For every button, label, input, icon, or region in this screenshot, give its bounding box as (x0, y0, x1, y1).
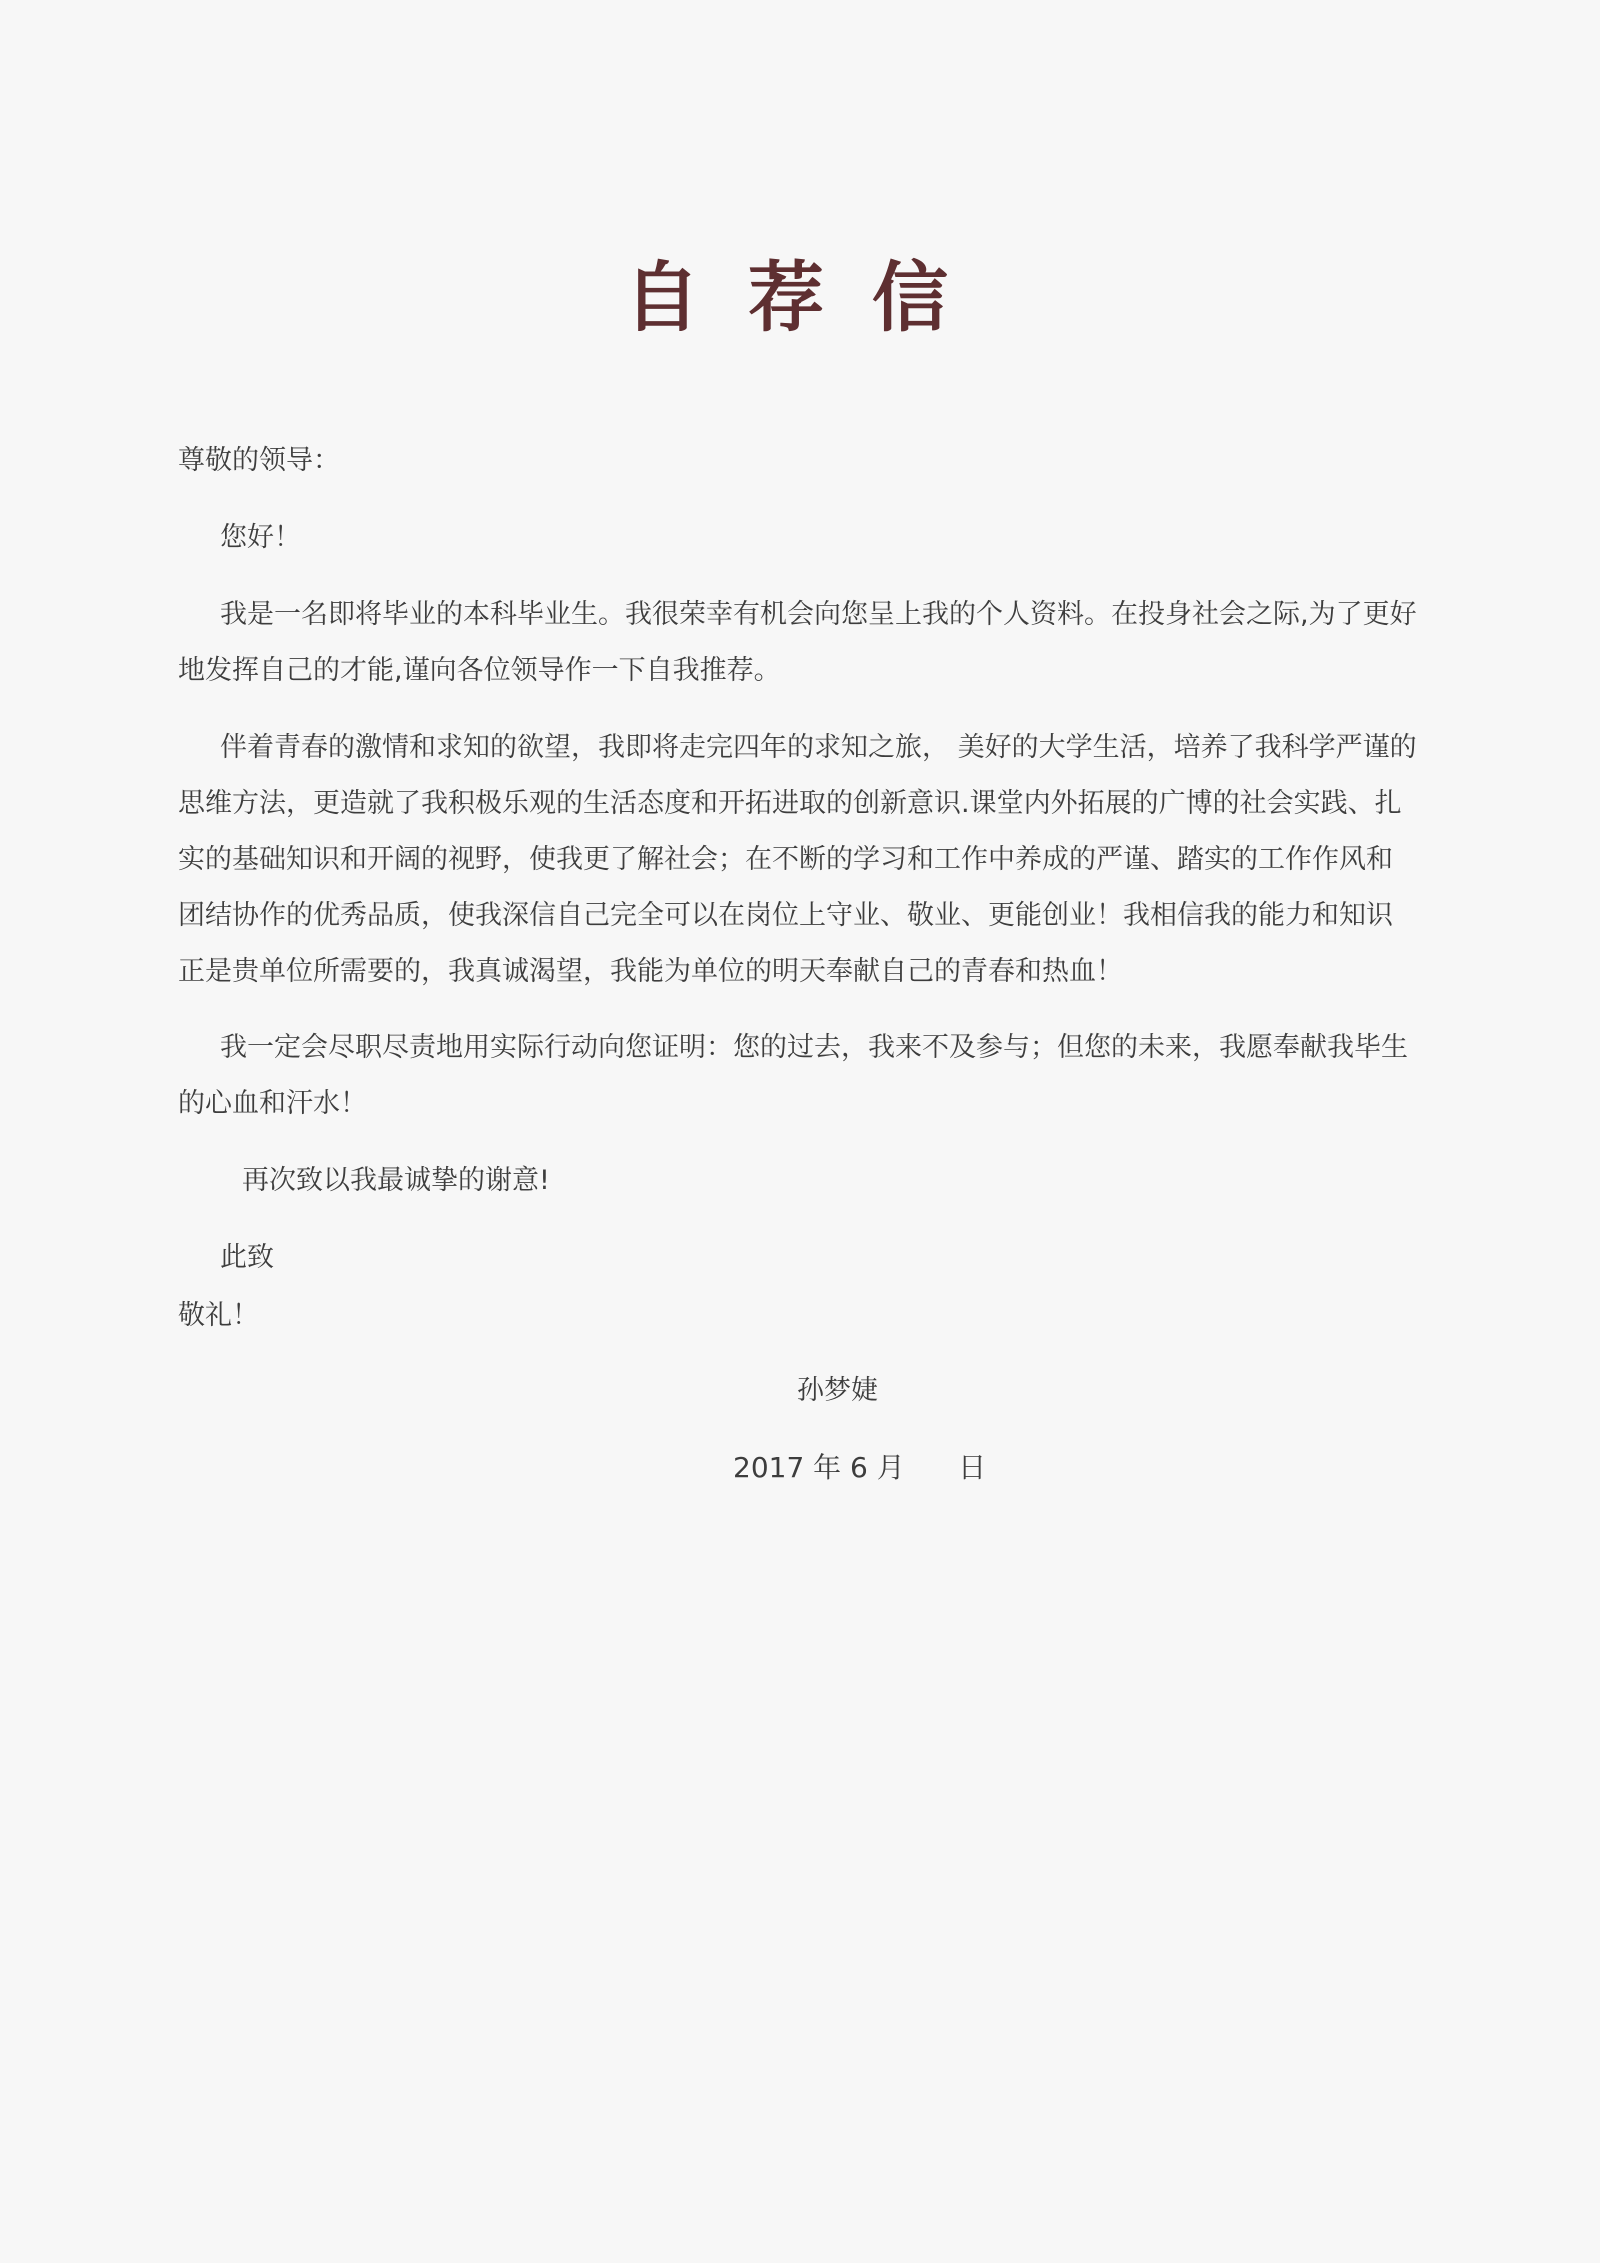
signature-name: 孙梦婕 (797, 1375, 878, 1406)
thanks-line: 再次致以我最诚挚的谢意! (242, 1165, 550, 1196)
greeting: 您好！ (220, 522, 301, 553)
letter-title: 自荐信 (624, 253, 996, 342)
closing-jingli: 敬礼！ (178, 1300, 259, 1331)
paragraph-intro: 我是一名即将毕业的本科毕业生。我很荣幸有机会向您呈上我的个人资料。在投身社会之际,为了更好地发挥自己的才能,谨向各位领导作一下自我推荐。 (178, 599, 1417, 686)
salutation: 尊敬的领导： (178, 445, 340, 476)
closing-cizhi: 此致 (220, 1242, 274, 1273)
paragraph-qualifications: 伴着青春的激情和求知的欲望，我即将走完四年的求知之旅， 美好的大学生活，培养了我科学严谨的思维方法，更造就了我积极乐观的生活态度和开拓进取的创新意识.课堂内外拓展的广博的社会实践、扎实的基础知识和开阔的视野，使我更了解社会；在不断的学习和工作中养成的严谨、踏实的工作作风和团结协作的优秀品质，使我深信自己完全可以在岗位上守业、敬业、更能创业！我相信我的能力和知识正是贵单位所需要的，我真诚渴望，我能为单位的明天奉献自己的青春和热血！ (178, 732, 1417, 987)
signature-date: 2017 年 6 月 日 (733, 1451, 987, 1484)
paragraph-commitment: 我一定会尽职尽责地用实际行动向您证明：您的过去，我来不及参与；但您的未来，我愿奉献我毕生的心血和汗水！ (178, 1032, 1408, 1119)
